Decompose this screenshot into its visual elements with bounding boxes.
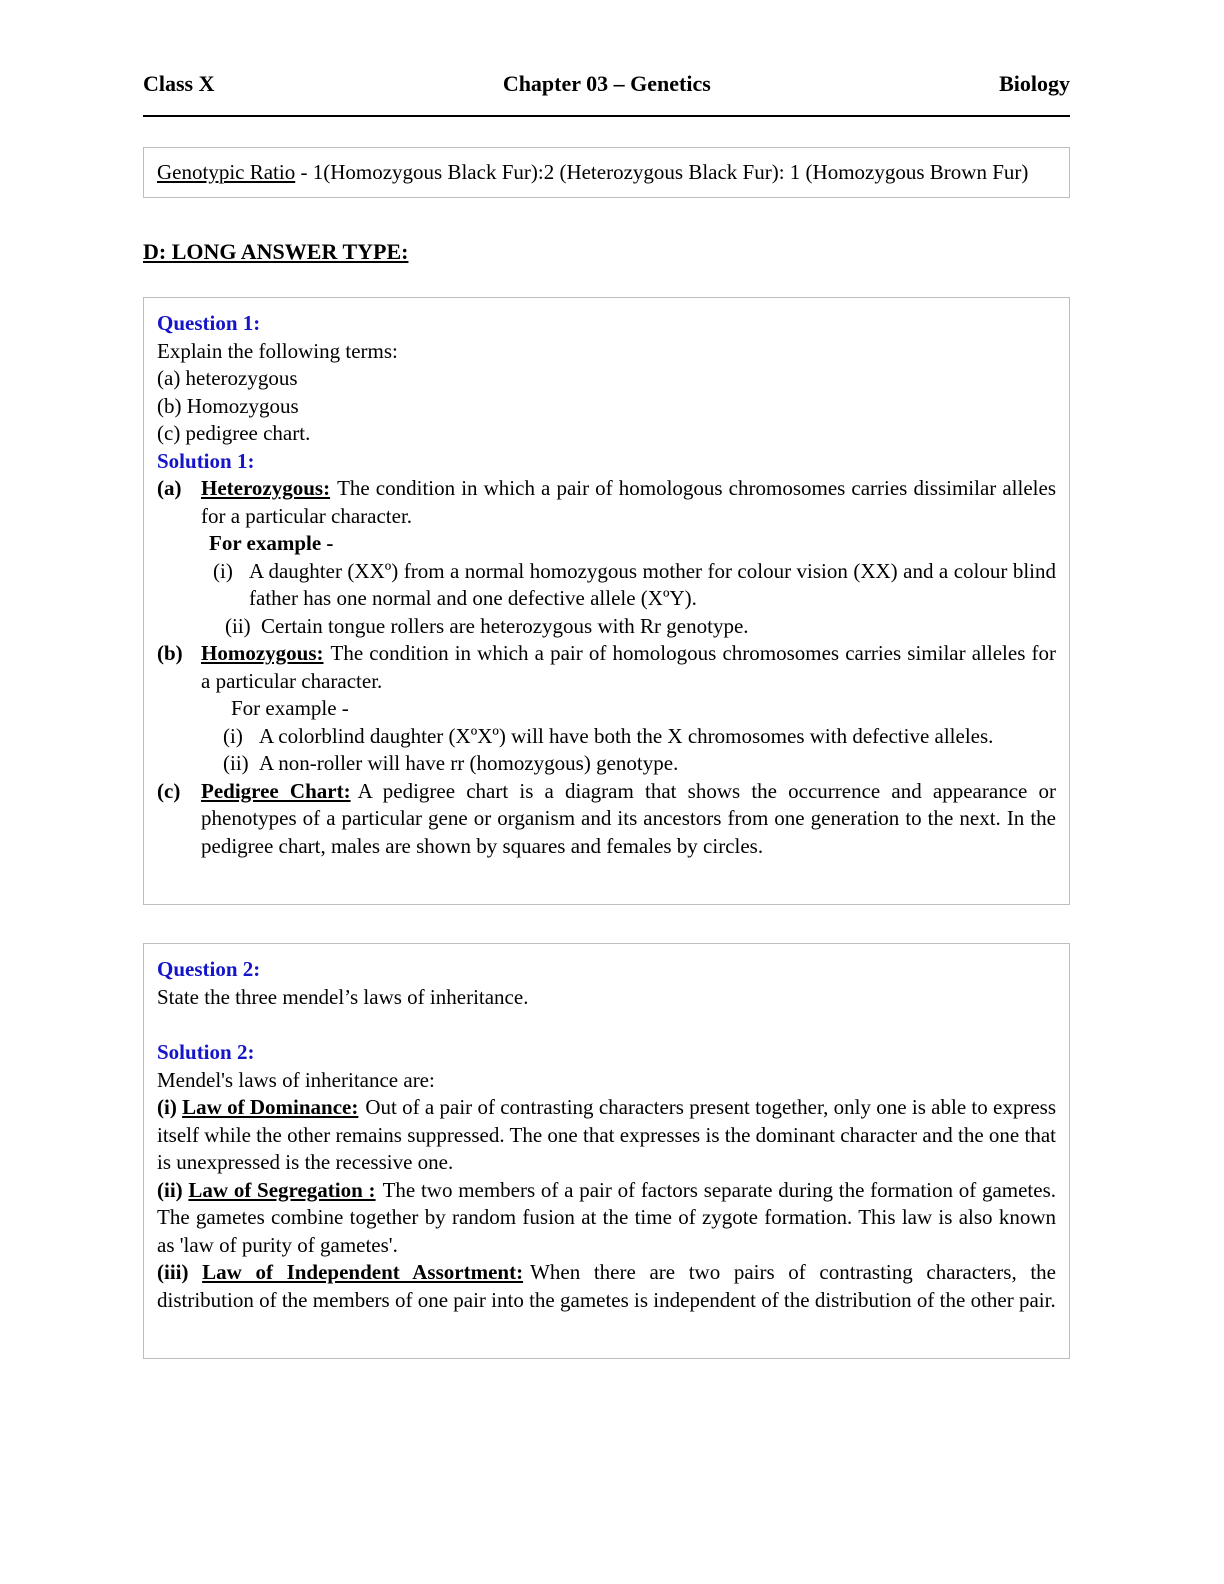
item-c-term: Pedigree Chart: <box>201 778 351 803</box>
item-a-i-text: A daughter (XXº) from a normal homozygous mother for colour vision (XX) and a colour blind father has one normal and one defective allele (XºY). <box>249 558 1056 611</box>
item-b-i-label: (i) <box>223 723 243 748</box>
section-title: D: LONG ANSWER TYPE: <box>143 239 409 265</box>
item-b-text: The condition in which a pair of homologous chromosomes carries similar alleles for a particular character. <box>201 641 1056 693</box>
header-subject: Biology <box>999 71 1070 96</box>
item-b-ii-label: (ii) <box>223 751 249 776</box>
item-b-i-text: A colorblind daughter (XºXº) will have both the X chromosomes with defective alleles. <box>259 723 994 748</box>
law-iii-label: (iii) <box>157 1260 189 1285</box>
item-c-label: (c) <box>157 778 181 803</box>
question1-line: (c) pedigree chart. <box>157 421 311 446</box>
question1-line: (b) Homozygous <box>157 393 299 418</box>
item-a-term: Heterozygous: <box>201 476 331 501</box>
law-ii-term: Law of Segregation : <box>188 1177 376 1202</box>
question1-label: Question 1: <box>157 311 261 336</box>
solution2-intro: Mendel's laws of inheritance are: <box>157 1067 435 1092</box>
item-b-term: Homozygous: <box>201 641 324 666</box>
item-a-text: The condition in which a pair of homologous chromosomes carries dissimilar alleles for a particular character. <box>201 476 1056 528</box>
item-a-sub-ii <box>225 613 1056 641</box>
header-class: Class X <box>143 71 215 96</box>
item-c-text: A pedigree chart is a diagram that shows the occurrence and appearance or phenotypes of a particular gene or organism and its ancestors from one generation to the next. In the pedigree chart, males are shown by squares and females by circles. <box>201 778 1057 858</box>
solution2-label: Solution 2: <box>157 1040 255 1065</box>
item-b-label: (b) <box>157 641 183 666</box>
law-iii-text: When there are two pairs of contrasting characters, the distribution of the members of one pair into the gametes is independent of the distribution of the other pair. <box>157 1260 1057 1312</box>
solution1-label: Solution 1: <box>157 448 255 473</box>
genotypic-ratio-box <box>143 147 1070 199</box>
law-ii-label: (ii) <box>157 1177 183 1202</box>
item-b-ii-text: A non-roller will have rr (homozygous) genotype. <box>259 751 679 776</box>
item-b-sub-i <box>223 723 1056 751</box>
spacer <box>157 1011 1056 1039</box>
item-a-i-label: (i) <box>213 558 233 583</box>
item-a-label: (a) <box>157 476 182 501</box>
item-a-body <box>201 475 1056 530</box>
law-of-independent-assortment-paragraph <box>157 1259 1056 1314</box>
item-b-body <box>201 640 1056 695</box>
item-c-body <box>201 778 1056 861</box>
item-a-ii-label: (ii) <box>225 613 251 638</box>
solution1-item-b <box>157 640 1056 695</box>
law-ii-text: The two members of a pair of factors separate during the formation of gametes. The gametes combine together by random fusion at the time of zygote formation. This law is also known as 'law of purity of gametes'. <box>157 1177 1057 1257</box>
law-i-term: Law of Dominance: <box>182 1095 359 1120</box>
genotypic-ratio-paragraph <box>157 159 1056 187</box>
genotypic-ratio-term: Genotypic Ratio <box>157 159 296 184</box>
solution1-item-a <box>157 475 1056 530</box>
item-a-sub-i <box>213 558 1056 613</box>
question2-label: Question 2: <box>157 957 261 982</box>
page-header <box>143 70 1070 117</box>
question2-box <box>143 943 1070 1359</box>
law-i-label: (i) <box>157 1095 177 1120</box>
item-a-ii-text: Certain tongue rollers are heterozygous with Rr genotype. <box>261 613 749 638</box>
question2-text: State the three mendel’s laws of inheritance. <box>157 984 529 1009</box>
genotypic-ratio-text: - 1(Homozygous Black Fur):2 (Heterozygous Black Fur): 1 (Homozygous Brown Fur) <box>295 159 1029 184</box>
for-example-b: For example - <box>231 696 349 721</box>
law-of-dominance-paragraph <box>157 1094 1056 1177</box>
solution1-item-c <box>157 778 1056 861</box>
law-iii-term: Law of Independent Assortment: <box>202 1260 524 1285</box>
item-b-sub-ii <box>223 750 1056 778</box>
for-example-a: For example - <box>209 531 334 556</box>
header-chapter-title: Chapter 03 – Genetics <box>502 71 711 96</box>
law-of-segregation-paragraph <box>157 1177 1056 1260</box>
law-i-text: Out of a pair of contrasting characters present together, only one is able to express itself while the other remains suppressed. The one that expresses is the dominant character and the one that is unexpressed is the recessive one. <box>157 1095 1057 1175</box>
question1-line: (a) heterozygous <box>157 366 298 391</box>
question1-line: Explain the following terms: <box>157 338 398 363</box>
question1-box <box>143 297 1070 905</box>
